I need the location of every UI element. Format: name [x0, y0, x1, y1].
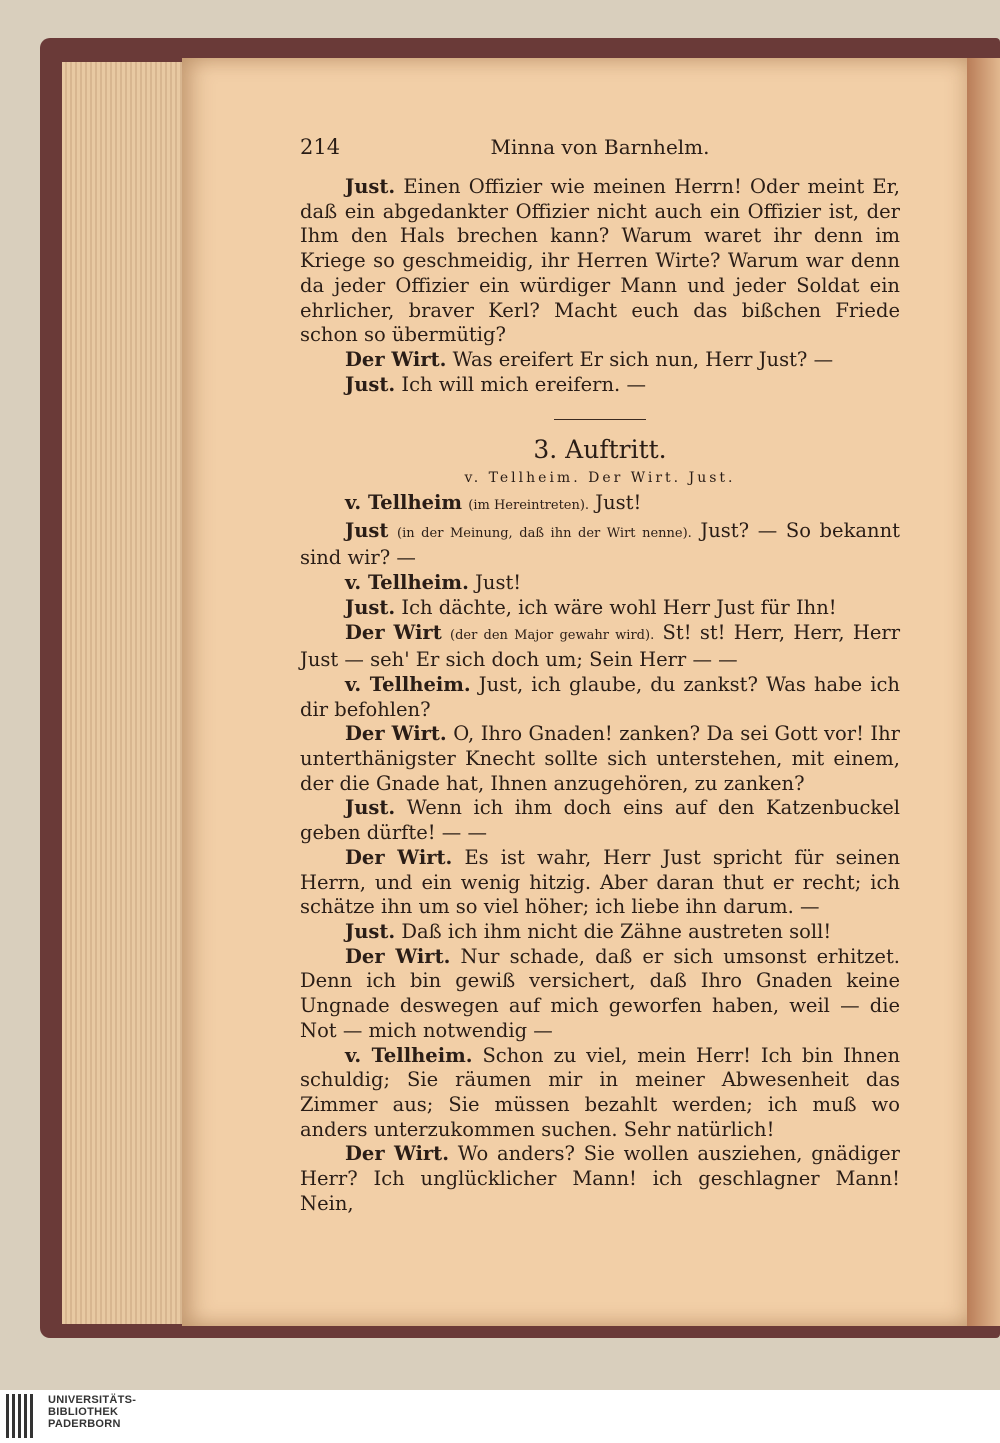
scene-divider	[554, 419, 646, 420]
speech-text: Wenn ich ihm doch eins auf den Katzenbuckel geben dürfte! — —	[300, 796, 900, 845]
speech-text: Es ist wahr, Herr Just spricht für seinen Herrn, und ein wenig hitzig. Aber daran thut er recht; ich schätze ihn um so viel höher; ich liebe ihn darum. —	[300, 845, 901, 919]
speech	[300, 1044, 900, 1143]
speech	[300, 945, 900, 1044]
speech	[300, 519, 900, 571]
stage-direction: (in der Meinung, daß ihn der Wirt nenne).	[397, 525, 692, 541]
speech-text: Just? — So bekannt sind wir? —	[300, 518, 900, 570]
speaker-name: Just.	[345, 175, 396, 198]
speaker-name: v. Tellheim.	[345, 571, 469, 595]
speaker-name: Just.	[345, 595, 396, 619]
page-number: 214	[300, 135, 341, 159]
speech-text: Ich will mich ereifern. —	[401, 372, 646, 396]
speaker-name: Der Wirt.	[345, 845, 453, 869]
scene-title: 3. Auftritt.	[533, 435, 667, 465]
scene-cast: v. Tellheim. Der Wirt. Just.	[464, 470, 736, 487]
page-text	[300, 135, 900, 1216]
speech	[300, 596, 900, 621]
speaker-name: Just.	[345, 919, 396, 943]
speech-text: O, Ihro Gnaden! zanken? Da sei Gott vor! Ihr unterthänigster Knecht sollte sich unterstehen, mit einem, der die Gnade hat, Ihnen anzugehören, zu zanken?	[300, 722, 900, 795]
facing-page-edge	[967, 58, 1000, 1326]
speech	[300, 673, 900, 722]
speech	[300, 373, 900, 398]
speech	[300, 571, 900, 596]
speech-text: Nur schade, daß er sich umsonst erhitzet. Denn ich bin gewiß versichert, daß Ihro Gnaden keine Ungnade deswegen auf mich geworfen haben, weil — die Not — mich notwendig —	[300, 944, 900, 1042]
speech-text: Just, ich glaube, du zankst? Was habe ich dir befohlen?	[300, 672, 900, 721]
speaker-name: v. Tellheim	[345, 491, 463, 515]
page-stack-edge	[62, 62, 190, 1324]
speech-text: Just!	[475, 571, 522, 595]
speaker-name: Der Wirt.	[345, 944, 451, 968]
speech-text: Ich dächte, ich wäre wohl Herr Just für Ihn!	[401, 595, 837, 619]
stage-direction: (der den Major gewahr wird).	[450, 627, 655, 643]
speech	[300, 846, 900, 920]
running-head	[300, 135, 900, 167]
speaker-name: v. Tellheim.	[345, 1043, 473, 1067]
speaker-name: Der Wirt	[345, 620, 442, 644]
speech-text: Daß ich ihm nicht die Zähne austreten soll!	[401, 919, 832, 943]
stage-direction: (im Hereintreten).	[468, 498, 590, 514]
speech	[300, 348, 900, 373]
speech-text: St! st! Herr, Herr, Herr Just — seh' Er sich doch um; Sein Herr — —	[300, 620, 901, 672]
speaker-name: Just.	[345, 372, 396, 396]
speaker-name: Just.	[345, 796, 396, 820]
library-line: PADERBORN	[48, 1418, 121, 1430]
speech-text: Wo anders? Sie wollen ausziehen, gnädiger Herr? Ich unglücklicher Mann! ich geschlagner Mann! Nein,	[300, 1142, 900, 1215]
speech	[300, 491, 900, 519]
running-title: Minna von Barnhelm.	[490, 135, 710, 159]
speech	[300, 175, 900, 348]
speech-text: Schon zu viel, mein Herr! Ich bin Ihnen schuldig; Sie räumen mir in meiner Abwesenheit das Zimmer aus; Sie müssen bezahlt werden; ich muß wo anders unterzukommen suchen. Sehr natürlich!	[300, 1043, 901, 1141]
speaker-name: Der Wirt.	[345, 1142, 449, 1166]
speech	[300, 621, 900, 673]
speaker-name: Der Wirt.	[345, 722, 447, 746]
library-footer	[0, 1390, 1000, 1443]
speech	[300, 722, 900, 796]
speaker-name: v. Tellheim.	[345, 672, 471, 696]
library-line: UNIVERSITÄTS-	[48, 1394, 137, 1406]
library-logo-icon	[6, 1394, 36, 1438]
speech	[300, 1142, 900, 1216]
speaker-name: Just	[345, 518, 389, 542]
library-name	[48, 1394, 136, 1430]
speech	[300, 796, 900, 845]
speech	[300, 920, 900, 945]
speech-text: Was ereifert Er sich nun, Herr Just? —	[452, 347, 834, 371]
speech-text: Einen Offizier wie meinen Herrn! Oder meint Er, daß ein abgedankter Offizier nicht auch ein Offizier ist, der Ihm den Hals brechen kann? Warum waret ihr denn im Kriege so geschmeidig, ihr Herren Wirte? Warum war denn da jeder Offizier ein würdiger Mann und jeder Soldat ein ehrlicher, braver Kerl? Macht euch das bißchen Friede schon so übermütig?	[300, 175, 900, 347]
library-line: BIBLIOTHEK	[48, 1406, 119, 1418]
speaker-name: Der Wirt.	[345, 347, 447, 371]
speech-text: Just!	[595, 491, 642, 515]
